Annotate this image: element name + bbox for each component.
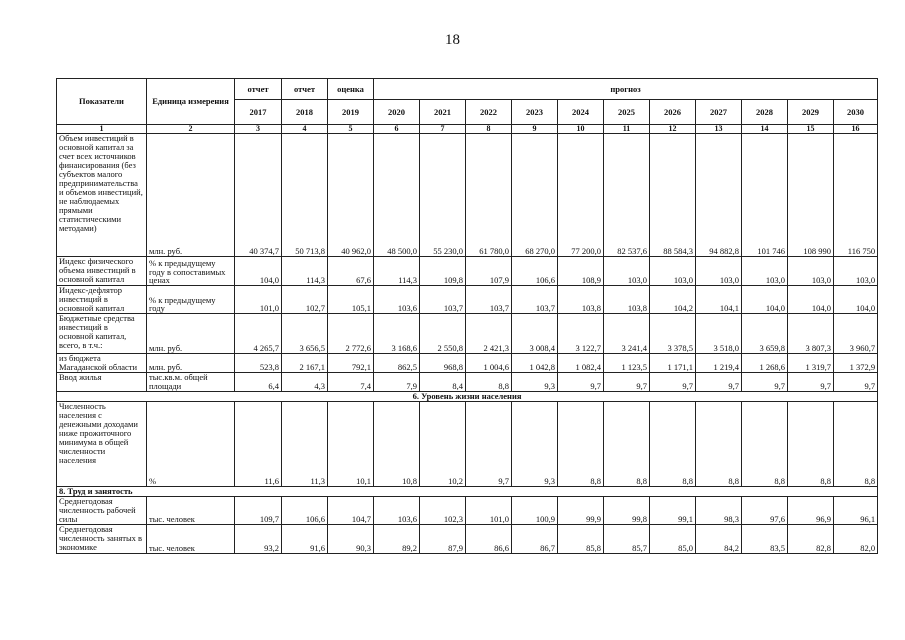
value-cell: 8,8 xyxy=(650,402,696,487)
column-number: 2 xyxy=(147,125,235,134)
value-cell: 101 746 xyxy=(742,134,788,257)
value-cell: 2 550,8 xyxy=(420,314,466,354)
value-cell: 9,3 xyxy=(512,402,558,487)
value-cell: 6,4 xyxy=(235,373,282,392)
value-cell: 96,9 xyxy=(788,497,834,525)
indicator-name: Среднегодовая численность рабочей силы xyxy=(57,497,147,525)
value-cell: 10,2 xyxy=(420,402,466,487)
value-cell: 1 219,4 xyxy=(696,354,742,373)
indicator-name: Ввод жилья xyxy=(57,373,147,392)
value-cell: 102,3 xyxy=(420,497,466,525)
value-cell: 10,8 xyxy=(374,402,420,487)
value-cell: 97,6 xyxy=(742,497,788,525)
value-cell: 103,7 xyxy=(512,286,558,314)
column-number: 4 xyxy=(282,125,328,134)
value-cell: 93,2 xyxy=(235,525,282,554)
value-cell: 9,7 xyxy=(742,373,788,392)
value-cell: 104,2 xyxy=(650,286,696,314)
year-header: 2028 xyxy=(742,100,788,125)
indicator-name: Индекс-дефлятор инвестиций в основной капитал xyxy=(57,286,147,314)
page-number: 18 xyxy=(445,32,460,48)
status-header: отчет xyxy=(235,79,282,100)
value-cell: 9,3 xyxy=(512,373,558,392)
value-cell: 3 659,8 xyxy=(742,314,788,354)
status-header: оценка xyxy=(328,79,374,100)
column-number: 5 xyxy=(328,125,374,134)
section-header-row xyxy=(57,487,878,497)
value-cell: 9,7 xyxy=(834,373,878,392)
value-cell: 86,7 xyxy=(512,525,558,554)
unit-cell: млн. руб. xyxy=(147,314,235,354)
value-cell: 82,8 xyxy=(788,525,834,554)
value-cell: 103,0 xyxy=(696,257,742,286)
value-cell: 77 200,0 xyxy=(558,134,604,257)
value-cell: 3 008,4 xyxy=(512,314,558,354)
indicator-name: Объем инвестиций в основной капитал за счет всех источников финансирования (без субъектов малого предпринимательства и объемов инвестиций, не наблюдаемых прямыми статистическими методами) xyxy=(57,134,147,257)
value-cell: 104,0 xyxy=(788,286,834,314)
value-cell: 85,8 xyxy=(558,525,604,554)
value-cell: 103,6 xyxy=(374,286,420,314)
table-row xyxy=(57,286,878,314)
indicator-header: Показатели xyxy=(57,79,147,125)
year-header: 2022 xyxy=(466,100,512,125)
value-cell: 48 500,0 xyxy=(374,134,420,257)
value-cell: 88 584,3 xyxy=(650,134,696,257)
year-header: 2020 xyxy=(374,100,420,125)
value-cell: 4 265,7 xyxy=(235,314,282,354)
value-cell: 103,8 xyxy=(604,286,650,314)
year-header: 2017 xyxy=(235,100,282,125)
value-cell: 2 167,1 xyxy=(282,354,328,373)
value-cell: 9,7 xyxy=(788,373,834,392)
value-cell: 103,0 xyxy=(742,257,788,286)
column-number: 11 xyxy=(604,125,650,134)
value-cell: 94 882,8 xyxy=(696,134,742,257)
unit-cell: тыс. человек xyxy=(147,497,235,525)
value-cell: 9,7 xyxy=(696,373,742,392)
column-number: 14 xyxy=(742,125,788,134)
value-cell: 104,0 xyxy=(742,286,788,314)
value-cell: 106,6 xyxy=(512,257,558,286)
table-row xyxy=(57,257,878,286)
column-number: 3 xyxy=(235,125,282,134)
value-cell: 104,7 xyxy=(328,497,374,525)
value-cell: 61 780,0 xyxy=(466,134,512,257)
indicator-name: из бюджета Магаданской области xyxy=(57,354,147,373)
year-header: 2027 xyxy=(696,100,742,125)
unit-cell: тыс. человек xyxy=(147,525,235,554)
value-cell: 1 171,1 xyxy=(650,354,696,373)
year-header: 2029 xyxy=(788,100,834,125)
value-cell: 99,9 xyxy=(558,497,604,525)
value-cell: 103,0 xyxy=(788,257,834,286)
value-cell: 8,8 xyxy=(696,402,742,487)
table-row xyxy=(57,497,878,525)
value-cell: 3 518,0 xyxy=(696,314,742,354)
value-cell: 1 319,7 xyxy=(788,354,834,373)
value-cell: 9,7 xyxy=(650,373,696,392)
value-cell: 1 268,6 xyxy=(742,354,788,373)
value-cell: 90,3 xyxy=(328,525,374,554)
value-cell: 82 537,6 xyxy=(604,134,650,257)
value-cell: 4,3 xyxy=(282,373,328,392)
value-cell: 7,4 xyxy=(328,373,374,392)
value-cell: 85,7 xyxy=(604,525,650,554)
value-cell: 8,8 xyxy=(466,373,512,392)
value-cell: 99,8 xyxy=(604,497,650,525)
table-row xyxy=(57,525,878,554)
value-cell: 108,9 xyxy=(558,257,604,286)
forecast-table xyxy=(56,78,878,554)
indicator-name: Бюджетные средства инвестиций в основной капитал, всего, в т.ч.: xyxy=(57,314,147,354)
value-cell: 101,0 xyxy=(235,286,282,314)
year-header: 2018 xyxy=(282,100,328,125)
unit-cell: % к предыдущему году в сопоставимых ценах xyxy=(147,257,235,286)
column-number: 15 xyxy=(788,125,834,134)
value-cell: 114,3 xyxy=(282,257,328,286)
column-number: 13 xyxy=(696,125,742,134)
value-cell: 2 421,3 xyxy=(466,314,512,354)
value-cell: 116 750 xyxy=(834,134,878,257)
value-cell: 9,7 xyxy=(466,402,512,487)
value-cell: 67,6 xyxy=(328,257,374,286)
value-cell: 1 123,5 xyxy=(604,354,650,373)
value-cell: 1 372,9 xyxy=(834,354,878,373)
value-cell: 10,1 xyxy=(328,402,374,487)
value-cell: 8,8 xyxy=(834,402,878,487)
value-cell: 85,0 xyxy=(650,525,696,554)
unit-cell: % xyxy=(147,402,235,487)
value-cell: 99,1 xyxy=(650,497,696,525)
value-cell: 1 082,4 xyxy=(558,354,604,373)
value-cell: 103,0 xyxy=(834,257,878,286)
value-cell: 3 378,5 xyxy=(650,314,696,354)
value-cell: 98,3 xyxy=(696,497,742,525)
column-number: 8 xyxy=(466,125,512,134)
column-number: 16 xyxy=(834,125,878,134)
year-header: 2025 xyxy=(604,100,650,125)
value-cell: 103,0 xyxy=(604,257,650,286)
column-number: 1 xyxy=(57,125,147,134)
table-row xyxy=(57,314,878,354)
year-header: 2026 xyxy=(650,100,696,125)
value-cell: 11,3 xyxy=(282,402,328,487)
value-cell: 3 241,4 xyxy=(604,314,650,354)
value-cell: 86,6 xyxy=(466,525,512,554)
column-number: 10 xyxy=(558,125,604,134)
column-number: 9 xyxy=(512,125,558,134)
column-number: 6 xyxy=(374,125,420,134)
value-cell: 89,2 xyxy=(374,525,420,554)
value-cell: 108 990 xyxy=(788,134,834,257)
section-title: 8. Труд и занятость xyxy=(57,487,878,497)
value-cell: 7,9 xyxy=(374,373,420,392)
value-cell: 968,8 xyxy=(420,354,466,373)
value-cell: 1 004,6 xyxy=(466,354,512,373)
section-header-row xyxy=(57,392,878,402)
unit-cell: млн. руб. xyxy=(147,354,235,373)
value-cell: 862,5 xyxy=(374,354,420,373)
value-cell: 107,9 xyxy=(466,257,512,286)
section-title: 6. Уровень жизни населения xyxy=(57,392,878,402)
table-row xyxy=(57,134,878,257)
value-cell: 104,0 xyxy=(235,257,282,286)
value-cell: 109,7 xyxy=(235,497,282,525)
value-cell: 792,1 xyxy=(328,354,374,373)
table-row xyxy=(57,354,878,373)
status-header: отчет xyxy=(282,79,328,100)
value-cell: 105,1 xyxy=(328,286,374,314)
value-cell: 91,6 xyxy=(282,525,328,554)
value-cell: 9,7 xyxy=(604,373,650,392)
forecast-header: прогноз xyxy=(374,79,878,100)
year-header: 2023 xyxy=(512,100,558,125)
column-number: 7 xyxy=(420,125,466,134)
value-cell: 109,8 xyxy=(420,257,466,286)
value-cell: 68 270,0 xyxy=(512,134,558,257)
value-cell: 103,8 xyxy=(558,286,604,314)
value-cell: 3 807,3 xyxy=(788,314,834,354)
value-cell: 1 042,8 xyxy=(512,354,558,373)
value-cell: 104,1 xyxy=(696,286,742,314)
table-row xyxy=(57,373,878,392)
value-cell: 55 230,0 xyxy=(420,134,466,257)
value-cell: 103,6 xyxy=(374,497,420,525)
unit-header: Единица измерения xyxy=(147,79,235,125)
indicator-name: Среднегодовая численность занятых в экономике xyxy=(57,525,147,554)
value-cell: 11,6 xyxy=(235,402,282,487)
value-cell: 523,8 xyxy=(235,354,282,373)
value-cell: 9,7 xyxy=(558,373,604,392)
value-cell: 106,6 xyxy=(282,497,328,525)
year-header: 2030 xyxy=(834,100,878,125)
value-cell: 103,0 xyxy=(650,257,696,286)
indicator-name: Индекс физического объема инвестиций в основной капитал xyxy=(57,257,147,286)
value-cell: 8,4 xyxy=(420,373,466,392)
value-cell: 8,8 xyxy=(788,402,834,487)
unit-cell: тыс.кв.м. общей площади xyxy=(147,373,235,392)
value-cell: 96,1 xyxy=(834,497,878,525)
value-cell: 3 656,5 xyxy=(282,314,328,354)
value-cell: 84,2 xyxy=(696,525,742,554)
value-cell: 114,3 xyxy=(374,257,420,286)
column-number: 12 xyxy=(650,125,696,134)
value-cell: 82,0 xyxy=(834,525,878,554)
table-row xyxy=(57,402,878,487)
value-cell: 3 122,7 xyxy=(558,314,604,354)
value-cell: 2 772,6 xyxy=(328,314,374,354)
value-cell: 100,9 xyxy=(512,497,558,525)
value-cell: 50 713,8 xyxy=(282,134,328,257)
indicator-name: Численность населения с денежными доходами ниже прожиточного минимума в общей численности населения xyxy=(57,402,147,487)
value-cell: 40 962,0 xyxy=(328,134,374,257)
value-cell: 3 168,6 xyxy=(374,314,420,354)
value-cell: 8,8 xyxy=(742,402,788,487)
value-cell: 103,7 xyxy=(420,286,466,314)
value-cell: 40 374,7 xyxy=(235,134,282,257)
year-header: 2021 xyxy=(420,100,466,125)
value-cell: 8,8 xyxy=(604,402,650,487)
year-header: 2024 xyxy=(558,100,604,125)
value-cell: 3 960,7 xyxy=(834,314,878,354)
value-cell: 101,0 xyxy=(466,497,512,525)
year-header: 2019 xyxy=(328,100,374,125)
value-cell: 8,8 xyxy=(558,402,604,487)
unit-cell: млн. руб. xyxy=(147,134,235,257)
value-cell: 104,0 xyxy=(834,286,878,314)
value-cell: 102,7 xyxy=(282,286,328,314)
value-cell: 103,7 xyxy=(466,286,512,314)
value-cell: 83,5 xyxy=(742,525,788,554)
value-cell: 87,9 xyxy=(420,525,466,554)
unit-cell: % к предыдущему году xyxy=(147,286,235,314)
